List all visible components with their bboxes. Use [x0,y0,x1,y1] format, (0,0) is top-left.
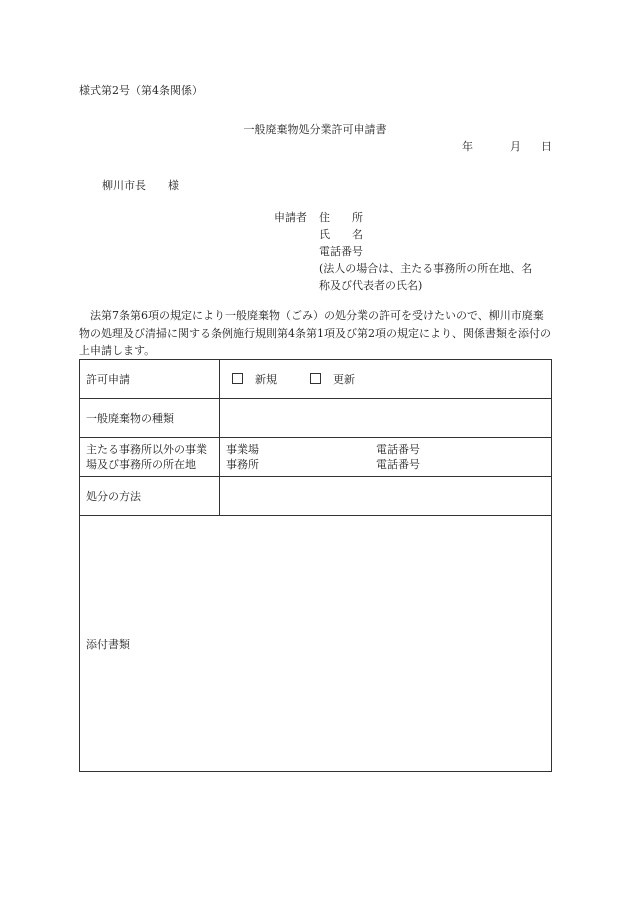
date-month: 月 [510,140,521,153]
applicant-name: 氏 名 [319,228,363,241]
waste-type-row [80,399,552,438]
renew-checkbox[interactable] [310,373,321,384]
document-title: 一般廃棄物処分業許可申請書 [243,123,387,136]
date-line [462,138,552,154]
form-number: 様式第2号（第4条関係） [79,84,203,97]
date-year: 年 [462,140,473,153]
applicant-phone: 電話番号 [319,245,363,258]
renew-label: 更新 [333,373,355,386]
permit-row [80,360,552,399]
date-day: 日 [541,140,552,153]
attachments-label: 添付書類 [80,516,552,772]
disposal-method-row [80,477,552,516]
disposal-method-label: 処分の方法 [80,477,220,516]
body-text-content: 法第7条第6項の規定により一般廃棄物（ごみ）の処分業の許可を受けたいので、柳川市廃棄物の処理及び清掃に関する条例施行規則第4条第1項及び第2項の規定により、関係書類を添付の上申請します。 [79,309,551,357]
applicant-label: 申請者 [274,211,307,224]
addressee: 柳川市長 様 [102,179,179,192]
location-label-line2: 場及び事務所の所在地 [86,458,196,471]
disposal-method-field[interactable] [220,477,552,516]
attachments-row [80,516,552,772]
body-text [79,307,553,360]
location-field [220,438,552,477]
waste-type-label: 一般廃棄物の種類 [80,399,220,438]
office-phone-label: 電話番号 [376,458,420,471]
new-label: 新規 [255,373,277,386]
permit-options [220,360,552,399]
waste-type-field[interactable] [220,399,552,438]
new-checkbox[interactable] [232,373,243,384]
permit-label: 許可申請 [80,360,220,399]
location-label-line1: 主たる事務所以外の事業 [86,443,207,456]
applicant-address: 住 所 [319,211,363,224]
location-row [80,438,552,477]
applicant-note-line2: 称及び代表者の氏名) [319,279,423,292]
applicant-fields [319,209,532,294]
location-label [80,438,220,477]
business-site-phone-label: 電話番号 [376,443,420,456]
business-site-label: 事業場 [226,443,259,456]
applicant-note-line1: (法人の場合は、主たる事務所の所在地、名 [319,262,533,275]
office-label: 事務所 [226,458,259,471]
application-table [79,359,552,772]
